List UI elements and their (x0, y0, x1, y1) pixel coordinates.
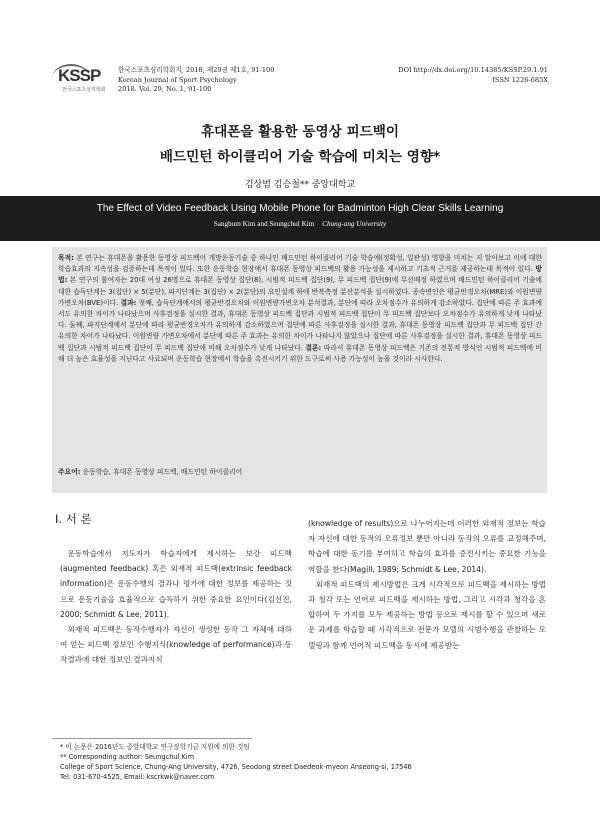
english-affiliation: Chung-ang University (322, 220, 387, 228)
title-line-2: 배드민턴 하이클리어 기술 학습에 미치는 영향* (159, 149, 441, 165)
title-line-1: 휴대폰을 활용한 동영상 피드백이 (200, 124, 400, 140)
conclusion-text: 따라서 휴대폰 동영상 피드백은 기존의 전통적 방식인 시범적 피드백에 비해 더 높은 효율성을 지닌다고 사료되며 운동학습 현장에서 학습을 촉진시키기 위한 도구로써 사용 가능성이 높을 것이라 시사한다. (58, 343, 542, 363)
logo-text: KSSP (58, 66, 101, 85)
purpose-label: 목적: (58, 254, 74, 262)
journal-korean: 한국스포츠심리학회지, 2018, 제29권 제1호, 91-100 (118, 66, 275, 74)
method-text: 본 연구의 참여자는 20대 여성 26명으로 휴대폰 동영상 집단(8), 시범적 피드백 집단(9), 무 피드백 집단(9)에 무선배정 하였으며 배드민턴 하이클리어 기술에 대한 습득단계는 3(집단) × 5(분단), 파지단계는 3(집단) × 2(분단)의 요인설계 하에 반복측정 분산분석을 실시하였다. 종속변인은 평균반경오차(MRE)와 이원변량 가변오차(BVE)이다. (58, 276, 542, 307)
footnotes (60, 742, 412, 782)
footnote-contact: Tel: 031-670-4525, Email: kscrkwk@naver.com (60, 773, 215, 781)
english-title: The Effect of Video Feedback Using Mobile Phone for Badminton High Clear Skills Learning (96, 203, 504, 214)
method-label: 방법: (58, 265, 542, 285)
doi-link[interactable]: DOI http://dx.doi.org/10.14385/KSSP.29.1.91 (398, 66, 548, 74)
conclusion-label: 결론: (305, 343, 322, 352)
paragraph: (knowledge of results)으로 나누어지는데 이러한 외재적 정보는 학습자 자신에 대한 동작의 오류정보 뿐만 아니라 동작의 오류를 교정해주며, 학습에 대한 동기를 부여하고 학습의 효과를 증진시키는 중요한 기능을 역할을 한다(Magill, 1989; Schmidt & Lee, 2014). (308, 519, 546, 574)
result-text: 첫째, 습득단계에서의 평균반경오차와 이원변량가변오차 분석결과, 분단에 따라 오차점수가 유의하게 감소하였다. 집단에 따른 주 효과에서도 유의한 차이가 나타났으며 사후검정을 실시한 결과, 휴대폰 동영상 피드백 집단과 시범적 피드백 집단이 무 피드백 집단보다 오차점수가 유의하게 낮게 나타났다. 둘째, 파지단계에서 분단에 따라 평균반경오차가 유의하게 감소하였으며 집단에 따른 사후검정을 실시한 결과, 휴대폰 동영상 피드백 집단과 무 피드백 집단 간 유의한 차이가 나타났다. 이원변량 가변오차에서 분단에 따른 주 효과는 유의한 차이가 나타나지 않았으나 집단에 따른 사후검정을 실시한 결과, 휴대폰 동영상 피드백 집단과 시범적 피드백 집단이 무 피드백 집단에 비해 오차점수가 낮게 나타났다. (58, 298, 542, 352)
issn: ISSN 1226-685X (492, 75, 548, 84)
authors-korean: 김상범 김승철** 중앙대학교 (244, 180, 356, 190)
english-title-band (0, 196, 600, 241)
logo-subtext: 한국스포츠심리학회 (62, 87, 106, 93)
english-authors-line (0, 220, 600, 228)
section-heading: I. 서 론 (55, 512, 92, 526)
keywords-label: 주요어: (58, 468, 81, 476)
english-authors: Sangbum Kim and Seungchul Kim (213, 220, 315, 228)
footnote-divider (52, 738, 252, 739)
result-label: 결과: (120, 298, 137, 307)
keywords-text: 운동학습, 휴대폰 동영상 피드백, 배드민턴 하이클리어 (80, 468, 243, 476)
paragraph: 외재적 피드백의 제시방법은 크게 시각적으로 피드백을 제시하는 방법과 청각 또는 언어로 피드백을 제시하는 방법, 그리고 시각과 청각을 혼합하여 두 가지를 모두 제공하는 방법 등으로 제시를 할 수 있으며 새로운 과제를 학습할 때 시각적으로 전문가 모델의 시범수행을 관찰하는 모델링과 함께 언어적 피드백을 동시에 제공받는 (308, 579, 546, 650)
footnote-address: College of Sport Science, Chung-Ang University, 4726, Seodong street Daedeok-myeon Anseong-si, 17546 (60, 763, 412, 771)
journal-english: Korean Journal of Sport Psychology (118, 75, 237, 84)
journal-logo (52, 64, 106, 100)
doi-info (398, 66, 548, 85)
journal-info (118, 66, 274, 95)
footnote-corresponding: ** Corresponding author: Seungchul Kim (60, 753, 195, 761)
abstract-box (52, 247, 547, 493)
purpose-text: 본 연구는 휴대폰을 활용한 동영상 피드백이 개방운동기술 중 하나인 배드민턴 하이클리어 기술 학습에(정확성, 일관성) 영향을 미치는 지 알아보고 이에 대한 학습효과의 지속성을 검증하는데 목적이 있다. 또한 운동학습 현장에서 휴대폰 동영상 피드백의 활용 가능성을 제시하고 기초적 근거를 제공하는데 목적이 있다. (58, 254, 542, 274)
abstract-text (58, 253, 542, 365)
journal-volume: 2018. Vol. 29, No. 1, 91-100 (118, 85, 212, 94)
paragraph: 외재적 피드백은 동작수행자가 자신이 생성한 동작 그 자체에 대하여 얻는 피드백 정보인 수행지식(knowledge of performance)과 동작결과에 대한 정보인 결과지식 (60, 625, 292, 665)
body-column-right (308, 516, 546, 653)
footnote-funding: * 이 논문은 2016년도 중앙대학교 연구장학기금 지원에 의한 것임 (60, 743, 250, 751)
keywords (58, 466, 242, 476)
body-column-left (60, 546, 292, 668)
paragraph: 운동학습에서 지도자가 학습자에게 제시하는 보강 피드백(augmented feedback) 혹은 외재적 피드백(extrinsic feedback information)은 운동수행의 결과나 평가에 대한 정보를 제공하는 것으로 운동기술을 효율적으로 습득하기 위한 중요한 요인이다(김선진, 2000; Schmidt & Lee, 2011). (60, 549, 292, 619)
